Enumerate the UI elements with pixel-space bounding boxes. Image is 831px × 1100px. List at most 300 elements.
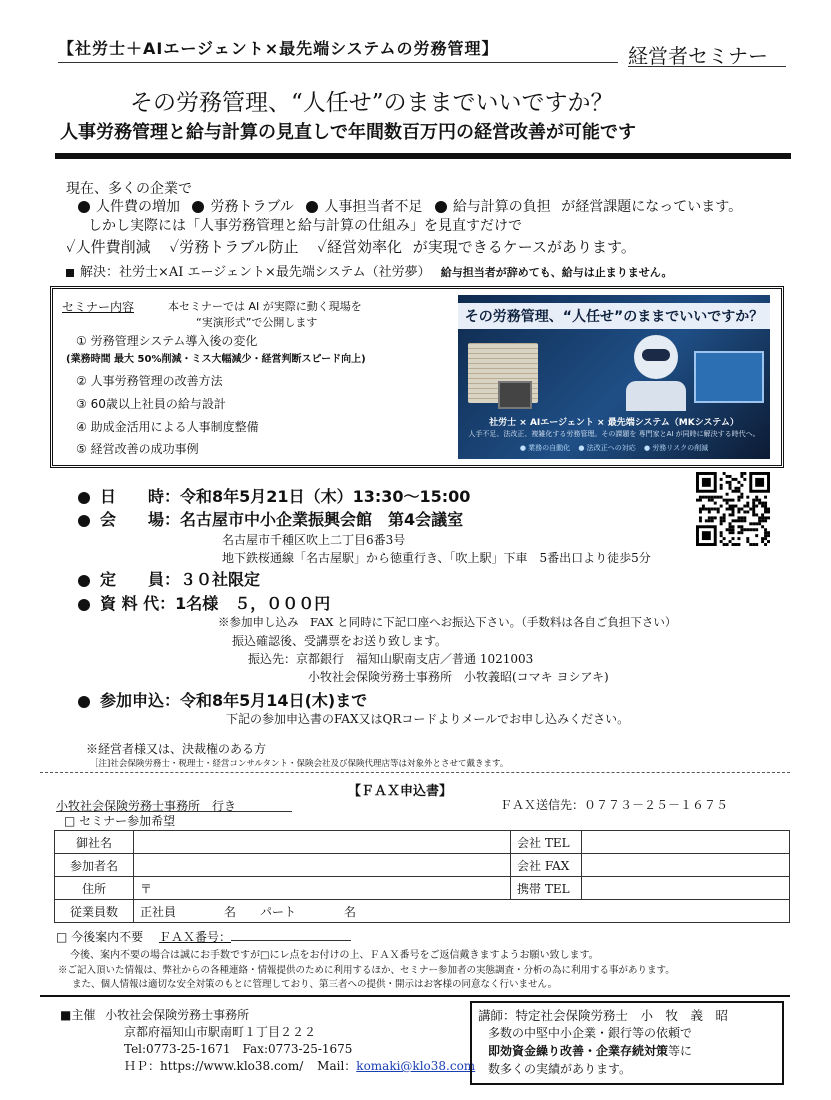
qr-module [743, 516, 746, 519]
bullet-icon [78, 492, 90, 504]
qr-module [705, 496, 708, 499]
lecturer-bio2-tail: 等に [668, 1044, 693, 1058]
robot-icon [634, 335, 678, 379]
participation-checkbox[interactable]: □ セミナー参加希望 [64, 814, 176, 828]
qr-module [752, 505, 755, 508]
issues-tail: が経営課題になっています。 [561, 199, 743, 215]
qr-module [752, 543, 755, 546]
qr-module [743, 519, 746, 522]
capacity-label: 定 員 [100, 570, 165, 589]
check-item: ✓経営効率化 [317, 238, 403, 256]
qr-module [729, 484, 732, 487]
qr-module [752, 528, 755, 531]
mobile-tel-field[interactable] [582, 877, 790, 900]
lecturer-bio2 [488, 1042, 692, 1059]
qr-module [758, 522, 761, 525]
qr-module [714, 502, 717, 505]
image-title: その労務管理、“人任せ”のままでいいですか？ [458, 303, 770, 329]
qr-module [732, 525, 735, 528]
qr-module [737, 487, 740, 490]
qr-module [755, 534, 758, 537]
qr-module [734, 478, 737, 481]
seminar-tag: 経営者セミナー [628, 44, 768, 68]
issue-item: 人件費の増加 [96, 199, 180, 215]
qr-module [711, 508, 714, 511]
check-item: ✓労務トラブル防止 [169, 238, 299, 256]
application-form-table [54, 830, 790, 923]
bracket-title: 【社労士＋AIエージェント×最先端システムの労務管理】 [58, 39, 499, 58]
qr-module [737, 525, 740, 528]
qr-module [746, 502, 749, 505]
qr-module [714, 516, 717, 519]
form-label: 携帯 TEL [511, 877, 582, 900]
qr-module [720, 534, 723, 537]
qr-module [761, 525, 764, 528]
postal-mark: 〒 [140, 881, 153, 896]
company-name-field[interactable] [134, 831, 511, 854]
qr-module [702, 508, 705, 511]
qr-module [758, 519, 761, 522]
qr-module [740, 493, 743, 496]
qr-module [764, 508, 767, 511]
qr-module [729, 528, 732, 531]
qr-module [737, 481, 740, 484]
qr-module [752, 502, 755, 505]
qr-module [743, 478, 746, 481]
apply-value: 令和8年5月14日(木)まで [180, 691, 368, 710]
qr-module [699, 516, 702, 519]
tag-underline [628, 66, 786, 67]
footer-rule [40, 995, 790, 997]
host-tel: Tel:0773-25-1671 Fax:0773-25-1675 [124, 1042, 353, 1056]
qr-module [720, 478, 723, 481]
qr-module [755, 496, 758, 499]
form-label: 会社 TEL [511, 831, 582, 854]
qr-module [764, 505, 767, 508]
bullet-icon [306, 201, 318, 213]
subheadline: 人事労務管理と給与計算の見直しで年間数百万円の経営改善が可能です [60, 122, 636, 143]
qr-module [737, 499, 740, 502]
qr-module [729, 522, 732, 525]
form-row [55, 854, 790, 877]
venue-address: 名古屋市千種区吹上二丁目6番3号 [222, 533, 406, 547]
form-row [55, 877, 790, 900]
qr-module [737, 508, 740, 511]
solution-prefix: 解決：社労士×AI エージェント×最先端システム（社労夢） [80, 265, 431, 280]
image-caption: 社労士 × AIエージェント × 最先端システム（MKシステム） [489, 418, 739, 428]
bullet-icon [435, 201, 447, 213]
seminar-item-note: (業務時間 最大 50%削減・ミス大幅減少・経営判断スピード向上) [66, 354, 366, 365]
qr-module [726, 543, 729, 546]
lecturer-bio1: 多数の中堅中小企業・銀行等の依頼で [488, 1026, 693, 1040]
qr-module [755, 543, 758, 546]
qr-module [720, 505, 723, 508]
qr-module [699, 499, 702, 502]
qr-module [714, 496, 717, 499]
check-item: ✓人件費削減 [66, 238, 151, 256]
image-point: ● 労務リスクの削減 [643, 444, 709, 452]
qr-module [711, 516, 714, 519]
qr-module [767, 534, 770, 537]
qr-module [705, 508, 708, 511]
optout-fax-blank[interactable] [231, 940, 351, 941]
participant-name-field[interactable] [134, 854, 511, 877]
image-sub: 人手不足、法改正、複雑化する労務管理。その課題を 専門家とAI が同時に解決する時代へ。 [468, 430, 760, 438]
lecturer-title: 講師：特定社会保険労務士 小 牧 義 昭 [478, 1008, 729, 1023]
qr-module [729, 475, 732, 478]
company-tel-field[interactable] [582, 831, 790, 854]
qr-module [767, 508, 770, 511]
header-rule [55, 153, 791, 159]
qr-module [711, 519, 714, 522]
qr-module [767, 531, 770, 534]
qr-module [732, 543, 735, 546]
qr-module [764, 534, 767, 537]
qr-module [740, 531, 743, 534]
qr-module [761, 502, 764, 505]
qr-module [737, 543, 740, 546]
qr-module [732, 537, 735, 540]
qr-module [696, 499, 699, 502]
bank-account: 小牧社会保険労務士事務所 小牧義昭(コマキ ヨシアキ) [308, 670, 609, 684]
qr-module [729, 513, 732, 516]
capacity-row: 定 員：３０社限定 [78, 567, 260, 590]
bullet-icon [78, 599, 90, 611]
qr-module [717, 496, 720, 499]
qr-module [711, 496, 714, 499]
qr-module [726, 493, 729, 496]
qr-module [746, 496, 749, 499]
qr-module [729, 508, 732, 511]
company-fax-field[interactable] [582, 854, 790, 877]
qr-module [740, 528, 743, 531]
qr-module [755, 513, 758, 516]
qr-module [737, 496, 740, 499]
seminar-desc1: 本セミナーでは AI が実際に動く現場を [168, 300, 362, 313]
qr-module [726, 499, 729, 502]
qr-module [764, 510, 767, 513]
robot-body-icon [626, 381, 686, 411]
qr-module [764, 519, 767, 522]
optout-checkbox[interactable] [56, 928, 351, 945]
form-row [55, 831, 790, 854]
seminar-item: ④ 助成金活用による人事制度整備 [76, 420, 259, 434]
qr-module [732, 505, 735, 508]
form-row [55, 900, 790, 923]
qr-module [732, 478, 735, 481]
qr-module [708, 519, 711, 522]
host-name: 小牧社会保険労務士事務所 [105, 1008, 250, 1022]
bank-info: 振込先：京都銀行 福知山駅南支店／普通 1021003 [248, 652, 534, 666]
qr-module [726, 502, 729, 505]
qr-module [740, 472, 743, 475]
fee-value: 1名様 ５，０００円 [175, 594, 331, 613]
qr-module [752, 522, 755, 525]
qr-module [761, 516, 764, 519]
seminar-desc2: “実演形式”で公開します [196, 316, 318, 329]
issue-item: 人事担当者不足 [324, 199, 423, 215]
qr-module [732, 510, 735, 513]
form-label: 会社 FAX [511, 854, 582, 877]
qr-module [720, 496, 723, 499]
qr-module [708, 508, 711, 511]
qr-module [737, 490, 740, 493]
qr-module [764, 502, 767, 505]
form-to: 小牧社会保険労務士事務所 行き [56, 799, 237, 813]
qr-module [702, 505, 705, 508]
apply-label: 参加申込 [100, 691, 165, 710]
seminar-item: ③ 60歳以上社員の給与設計 [76, 397, 226, 411]
employees-field[interactable] [134, 900, 790, 923]
lecturer-bio2-bold: 即効資金繰り改善・企業存続対策 [488, 1044, 669, 1058]
host-address: 京都府福知山市駅南町１丁目２２２ [124, 1025, 317, 1039]
qr-module [737, 531, 740, 534]
form-label: 従業員数 [55, 900, 134, 923]
optout-label: □ 今後案内不要 [56, 930, 144, 944]
qr-module [729, 499, 732, 502]
qr-module [734, 487, 737, 490]
qr-module [729, 505, 732, 508]
qr-module [737, 537, 740, 540]
form-label: 参加者名 [55, 854, 134, 877]
image-points [458, 443, 770, 453]
qr-module [723, 537, 726, 540]
qr-module [732, 531, 735, 534]
qr-module [755, 522, 758, 525]
qr-module [729, 531, 732, 534]
capacity-value: ３０社限定 [180, 570, 261, 589]
optout-fax-label: ＦＡＸ番号： [158, 930, 231, 944]
form-label: 住所 [55, 877, 134, 900]
qr-module [734, 543, 737, 546]
qr-module [729, 525, 732, 528]
qr-module [743, 505, 746, 508]
qr-module [699, 519, 702, 522]
venue-row: 会 場：名古屋市中小企業振興会館 第4会議室 [78, 507, 463, 530]
qr-module [752, 499, 755, 502]
qr-module [711, 499, 714, 502]
qr-module [729, 540, 732, 543]
qr-module [755, 478, 764, 487]
seminar-label: セミナー内容 [62, 300, 135, 314]
qr-module [761, 540, 764, 543]
seminar-item: ② 人事労務管理の改善方法 [76, 374, 223, 388]
venue-value: 名古屋市中小企業振興会館 第4会議室 [180, 510, 464, 529]
qr-module [720, 519, 723, 522]
qr-module [732, 499, 735, 502]
date-value: 令和8年5月21日（木）13:30〜15:00 [180, 487, 471, 506]
hp-link[interactable]: ＨＰ：https://www.klo38.com/ [124, 1059, 304, 1073]
header-underline [58, 62, 618, 63]
bullet-icon [78, 696, 90, 708]
qr-module [732, 528, 735, 531]
image-point: ● 業務の自動化 [519, 444, 571, 452]
qr-module [746, 537, 749, 540]
qr-module [740, 525, 743, 528]
qr-module [708, 499, 711, 502]
qr-module [717, 508, 720, 511]
qr-module [734, 490, 737, 493]
qr-module [717, 510, 720, 513]
qr-module [732, 513, 735, 516]
fee-note1: ※参加申し込み FAX と同時に下記口座へお振込下さい。（手数料は各自ご負担下さい） [218, 615, 677, 629]
qr-module [726, 528, 729, 531]
qr-module [729, 481, 732, 484]
lecturer-bio3: 数多くの実績があります。 [488, 1062, 632, 1076]
monitor-icon [694, 351, 764, 403]
calculator-icon [498, 381, 532, 409]
qr-module [740, 519, 743, 522]
date-label: 日 時 [100, 487, 165, 506]
intro-line3: しかし実際には「人事労務管理と給与計算の仕組み」を見直すだけで [88, 218, 522, 234]
intro-checks [66, 236, 636, 257]
qr-module [755, 499, 758, 502]
qr-module [734, 505, 737, 508]
qr-module [746, 510, 749, 513]
qr-module [764, 496, 767, 499]
qr-module [737, 510, 740, 513]
qr-module [764, 531, 767, 534]
fee-note2: 振込確認後、受講票をお送り致します。 [232, 634, 448, 648]
qr-module [732, 508, 735, 511]
issue-item: 労務トラブル [210, 199, 294, 215]
qr-module [732, 490, 735, 493]
solution-line [66, 261, 672, 280]
qr-module [729, 487, 732, 490]
qr-module [758, 516, 761, 519]
qr-module [761, 513, 764, 516]
qr-module [761, 505, 764, 508]
mail-label: Mail： [317, 1059, 357, 1073]
qr-module [743, 528, 746, 531]
qr-module [749, 528, 752, 531]
qr-module [723, 519, 726, 522]
qr-module [749, 508, 752, 511]
form-title: 【ＦＡＸ申込書】 [348, 784, 453, 799]
qr-module [720, 540, 723, 543]
qr-module [708, 496, 711, 499]
qr-module [708, 516, 711, 519]
issue-item: 給与計算の負担 [452, 199, 551, 215]
host-label: ■主催 [60, 1008, 96, 1022]
qr-module [737, 519, 740, 522]
qr-module [720, 531, 723, 534]
venue-label: 会 場 [100, 510, 165, 529]
qr-module [752, 510, 755, 513]
qr-module [737, 516, 740, 519]
qr-module [764, 543, 767, 546]
target-note: ※経営者様又は、決裁権のある方 [86, 742, 267, 756]
mail-link[interactable]: komaki@klo38.com [356, 1059, 476, 1073]
qr-module [755, 528, 758, 531]
qr-module [723, 472, 726, 475]
employees-text: 正社員 名 パート 名 [140, 904, 357, 919]
bullet-icon [78, 515, 90, 527]
qr-module [752, 508, 755, 511]
image-point: ● 法改正への対応 [578, 444, 636, 452]
qr-module [702, 496, 705, 499]
qr-module [740, 508, 743, 511]
qr-code[interactable] [696, 472, 770, 546]
bullet-icon [192, 201, 204, 213]
checks-tail: が実現できるケースがあります。 [412, 238, 636, 256]
qr-module [732, 519, 735, 522]
venue-access: 地下鉄桜通線「名古屋駅」から徳重行き、「吹上駅」下車 5番出口より徒歩5分 [222, 551, 651, 565]
qr-module [734, 519, 737, 522]
qr-module [746, 540, 749, 543]
privacy-note2: また、個人情報は適切な安全対策のもとに管理しており、第三者への提供・開示はお客様の同意なく行いません。 [72, 979, 558, 990]
qr-module [720, 484, 723, 487]
qr-module [702, 531, 711, 540]
seminar-image [458, 295, 770, 459]
qr-module [752, 513, 755, 516]
qr-code-graphic [696, 472, 770, 546]
qr-module [764, 516, 767, 519]
date-row: 日 時：令和8年5月21日（木）13:30〜15:00 [78, 484, 470, 507]
bullet-icon [78, 575, 90, 587]
qr-module [749, 543, 752, 546]
qr-module [761, 519, 764, 522]
host-web [124, 1057, 475, 1074]
qr-module [764, 537, 767, 540]
intro-issues [78, 196, 742, 216]
qr-module [726, 508, 729, 511]
qr-module [743, 472, 746, 475]
fax-to: ＦＡＸ送信先：０７７３－２５－１６７５ [500, 798, 729, 812]
exclude-note: ［注]社会保険労務士・税理士・経営コンサルタント・保険会社及び保険代理店等は対象外とさせて戴きます。 [90, 759, 509, 769]
qr-module [705, 519, 708, 522]
qr-module [767, 516, 770, 519]
seminar-item: ⑤ 経営改善の成功事例 [76, 442, 199, 456]
qr-module [767, 540, 770, 543]
fee-row: 資 料 代：1名様 ５，０００円 [78, 591, 330, 614]
intro-line1: 現在、多くの企業で [66, 181, 192, 197]
qr-module [740, 516, 743, 519]
qr-module [726, 481, 729, 484]
qr-module [740, 475, 743, 478]
form-label: 御社名 [55, 831, 134, 854]
square-bullet-icon [66, 269, 74, 277]
qr-module [740, 484, 743, 487]
qr-module [699, 508, 702, 511]
privacy-note1: ※ご記入頂いた情報は、弊社からの各種連絡・情報提供のために利用するほか、セミナー参加者の実態調査・分析の為に利用する事があります。 [58, 965, 675, 976]
qr-module [720, 487, 723, 490]
optout-note: 今後、案内不要の場合は誠にお手数ですが□にレ点をお付けの上、ＦＡＸ番号をご返信戴きますようお願い致します。 [70, 950, 599, 961]
qr-module [746, 505, 749, 508]
qr-module [767, 510, 770, 513]
robot-visor-icon [642, 349, 670, 361]
apply-row: 参加申込：令和8年5月14日(木)まで [78, 688, 367, 711]
fee-label: 資 料 代 [100, 594, 160, 613]
solution-bold: 給与担当者が辞めても、給与は止まりません。 [440, 266, 673, 279]
qr-module [714, 508, 717, 511]
qr-module [708, 510, 711, 513]
qr-module [755, 505, 758, 508]
qr-module [758, 499, 761, 502]
qr-module [726, 475, 729, 478]
qr-module [723, 516, 726, 519]
qr-module [720, 522, 723, 525]
address-field[interactable] [134, 877, 511, 900]
cut-line [40, 772, 790, 773]
qr-module [720, 516, 723, 519]
qr-module [740, 496, 743, 499]
headline: その労務管理、“人任せ”のままでいいですか？ [130, 90, 614, 116]
seminar-item: ① 労務管理システム導入後の変化 [76, 334, 258, 348]
qr-module [723, 513, 726, 516]
qr-module [699, 496, 702, 499]
qr-module [758, 502, 761, 505]
